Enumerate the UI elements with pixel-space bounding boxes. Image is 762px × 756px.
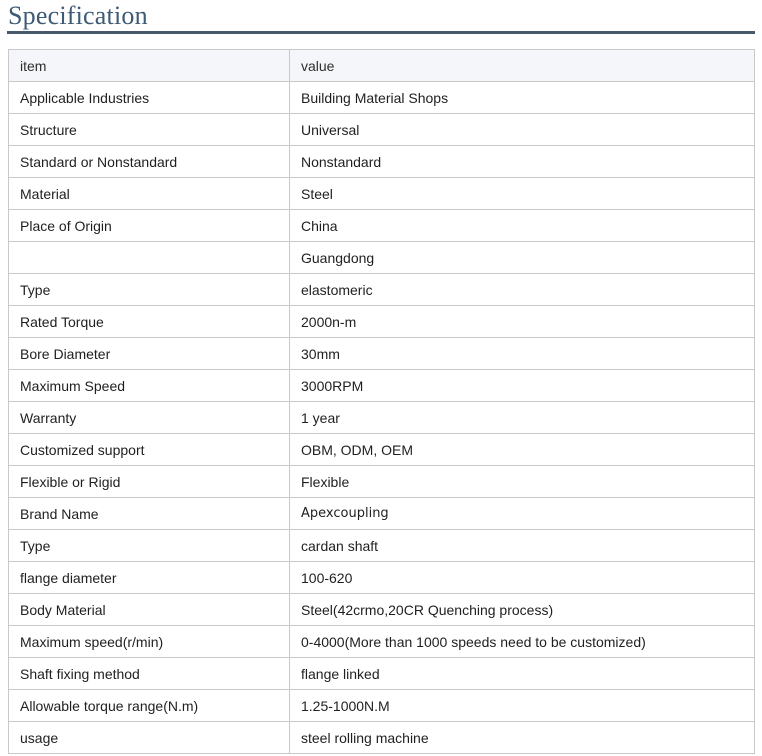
item-cell: Customized support xyxy=(9,434,290,466)
table-row xyxy=(9,82,755,114)
table-row xyxy=(9,402,755,434)
table-row xyxy=(9,722,755,754)
item-cell: Shaft fixing method xyxy=(9,658,290,690)
table-row xyxy=(9,626,755,658)
table-row xyxy=(9,274,755,306)
item-cell: Place of Origin xyxy=(9,210,290,242)
table-row xyxy=(9,690,755,722)
value-cell: 1.25-1000N.M xyxy=(290,690,755,722)
table-row xyxy=(9,466,755,498)
value-cell: elastomeric xyxy=(290,274,755,306)
value-cell-brand-name: Apexcoupling xyxy=(290,498,755,530)
item-cell: flange diameter xyxy=(9,562,290,594)
column-header-item: item xyxy=(9,50,290,82)
item-cell: Standard or Nonstandard xyxy=(9,146,290,178)
item-cell: Applicable Industries xyxy=(9,82,290,114)
table-row xyxy=(9,306,755,338)
table-row xyxy=(9,338,755,370)
value-cell: Steel(42crmo,20CR Quenching process) xyxy=(290,594,755,626)
page-title: Specification xyxy=(8,1,148,30)
item-cell: Maximum speed(r/min) xyxy=(9,626,290,658)
item-cell: Allowable torque range(N.m) xyxy=(9,690,290,722)
value-cell: 0-4000(More than 1000 speeds need to be customized) xyxy=(290,626,755,658)
title-divider xyxy=(7,31,755,34)
table-header-row xyxy=(9,50,755,82)
column-header-value: value xyxy=(290,50,755,82)
item-cell: usage xyxy=(9,722,290,754)
item-cell: Structure xyxy=(9,114,290,146)
item-cell: Maximum Speed xyxy=(9,370,290,402)
item-cell-empty xyxy=(9,242,290,274)
table-row xyxy=(9,178,755,210)
item-cell: Bore Diameter xyxy=(9,338,290,370)
value-cell: 2000n-m xyxy=(290,306,755,338)
item-cell: Type xyxy=(9,530,290,562)
value-cell: cardan shaft xyxy=(290,530,755,562)
value-cell: 100-620 xyxy=(290,562,755,594)
value-cell: steel rolling machine xyxy=(290,722,755,754)
table-row xyxy=(9,146,755,178)
value-cell: Steel xyxy=(290,178,755,210)
value-cell: Nonstandard xyxy=(290,146,755,178)
item-cell: Flexible or Rigid xyxy=(9,466,290,498)
value-cell: 1 year xyxy=(290,402,755,434)
item-cell: Material xyxy=(9,178,290,210)
value-cell: OBM, ODM, OEM xyxy=(290,434,755,466)
item-cell: Type xyxy=(9,274,290,306)
specification-table xyxy=(8,49,755,754)
item-cell: Rated Torque xyxy=(9,306,290,338)
value-cell: Universal xyxy=(290,114,755,146)
item-cell: Body Material xyxy=(9,594,290,626)
table-row xyxy=(9,370,755,402)
table-row xyxy=(9,594,755,626)
item-cell: Warranty xyxy=(9,402,290,434)
table-row xyxy=(9,658,755,690)
value-cell: 3000RPM xyxy=(290,370,755,402)
value-cell: Guangdong xyxy=(290,242,755,274)
value-cell: China xyxy=(290,210,755,242)
value-cell: Flexible xyxy=(290,466,755,498)
table-row xyxy=(9,434,755,466)
value-cell: 30mm xyxy=(290,338,755,370)
value-cell: Building Material Shops xyxy=(290,82,755,114)
item-cell: Brand Name xyxy=(9,498,290,530)
table-row xyxy=(9,210,755,242)
table-row xyxy=(9,530,755,562)
table-row xyxy=(9,114,755,146)
table-row xyxy=(9,242,755,274)
table-row xyxy=(9,562,755,594)
value-cell: flange linked xyxy=(290,658,755,690)
table-row xyxy=(9,498,755,530)
